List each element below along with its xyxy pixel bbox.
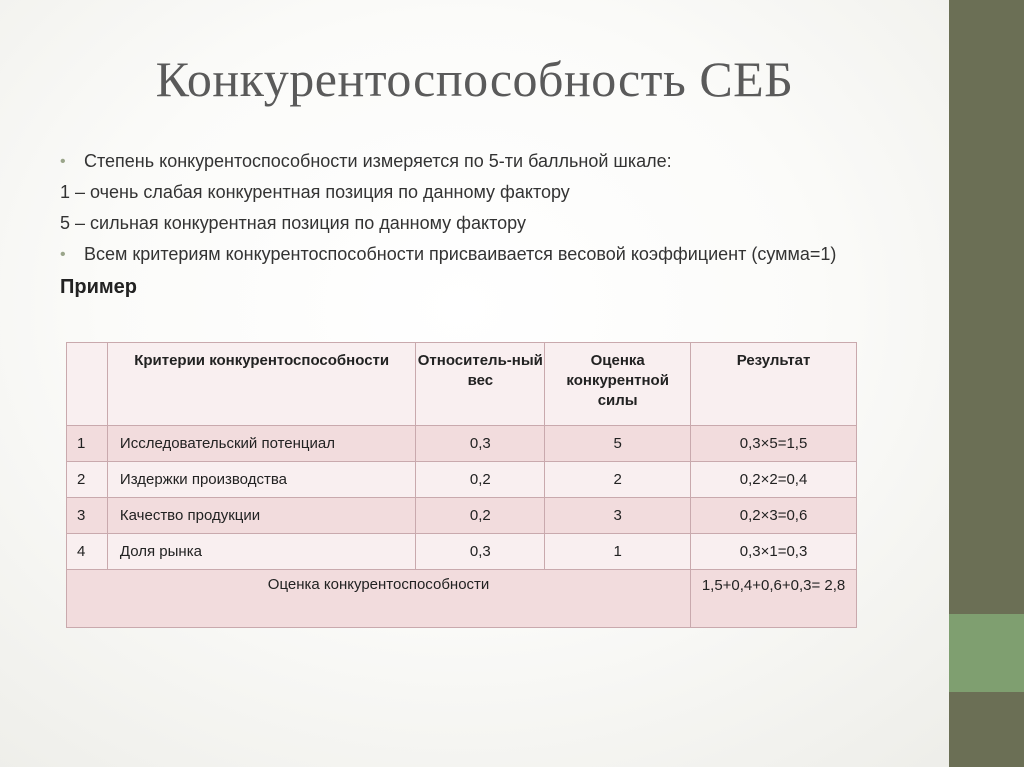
bullet-scale bbox=[60, 148, 896, 175]
row-num: 2 bbox=[67, 462, 108, 498]
bullet-icon: • bbox=[60, 246, 66, 263]
bullet-icon: • bbox=[60, 153, 66, 170]
table-row bbox=[67, 498, 857, 534]
row-criteria: Качество продукции bbox=[107, 498, 416, 534]
competitiveness-table bbox=[66, 342, 857, 628]
example-label: Пример bbox=[60, 276, 138, 298]
scale-text: Степень конкурентоспособности измеряется по 5-ти балльной шкале: bbox=[84, 151, 672, 171]
row-num: 1 bbox=[67, 426, 108, 462]
row-score: 2 bbox=[545, 462, 691, 498]
row-result: 0,2×3=0,6 bbox=[691, 498, 857, 534]
header-criteria: Критерии конкурентоспособности bbox=[107, 343, 416, 426]
scale-min-text: 1 – очень слабая конкурентная позиция по данному фактору bbox=[60, 182, 570, 202]
row-score: 5 bbox=[545, 426, 691, 462]
header-score: Оценка конкурентной силы bbox=[545, 343, 691, 426]
table-row bbox=[67, 534, 857, 570]
table-row bbox=[67, 462, 857, 498]
row-weight: 0,3 bbox=[416, 534, 545, 570]
bullet-weights bbox=[60, 241, 896, 268]
table-total-row bbox=[67, 570, 857, 628]
row-weight: 0,3 bbox=[416, 426, 545, 462]
row-result: 0,2×2=0,4 bbox=[691, 462, 857, 498]
slide-title: Конкурентоспособность СЕБ bbox=[155, 51, 794, 107]
row-result: 0,3×5=1,5 bbox=[691, 426, 857, 462]
total-label: Оценка конкурентоспособности bbox=[67, 570, 691, 628]
header-weight: Относитель-ный вес bbox=[416, 343, 545, 426]
row-weight: 0,2 bbox=[416, 498, 545, 534]
slide-content bbox=[60, 148, 896, 300]
sidebar-accent-block bbox=[949, 614, 1024, 692]
row-criteria: Доля рынка bbox=[107, 534, 416, 570]
row-num: 4 bbox=[67, 534, 108, 570]
row-criteria: Издержки производства bbox=[107, 462, 416, 498]
header-result: Результат bbox=[691, 343, 857, 426]
row-score: 1 bbox=[545, 534, 691, 570]
header-num bbox=[67, 343, 108, 426]
table-row bbox=[67, 426, 857, 462]
total-value: 1,5+0,4+0,6+0,3= 2,8 bbox=[691, 570, 857, 628]
row-result: 0,3×1=0,3 bbox=[691, 534, 857, 570]
table-header-row bbox=[67, 343, 857, 426]
weights-text: Всем критериям конкурентоспособности присваивается весовой коэффициент (сумма=1) bbox=[84, 244, 837, 264]
row-weight: 0,2 bbox=[416, 462, 545, 498]
row-num: 3 bbox=[67, 498, 108, 534]
row-criteria: Исследовательский потенциал bbox=[107, 426, 416, 462]
row-score: 3 bbox=[545, 498, 691, 534]
scale-max-text: 5 – сильная конкурентная позиция по данному фактору bbox=[60, 213, 526, 233]
